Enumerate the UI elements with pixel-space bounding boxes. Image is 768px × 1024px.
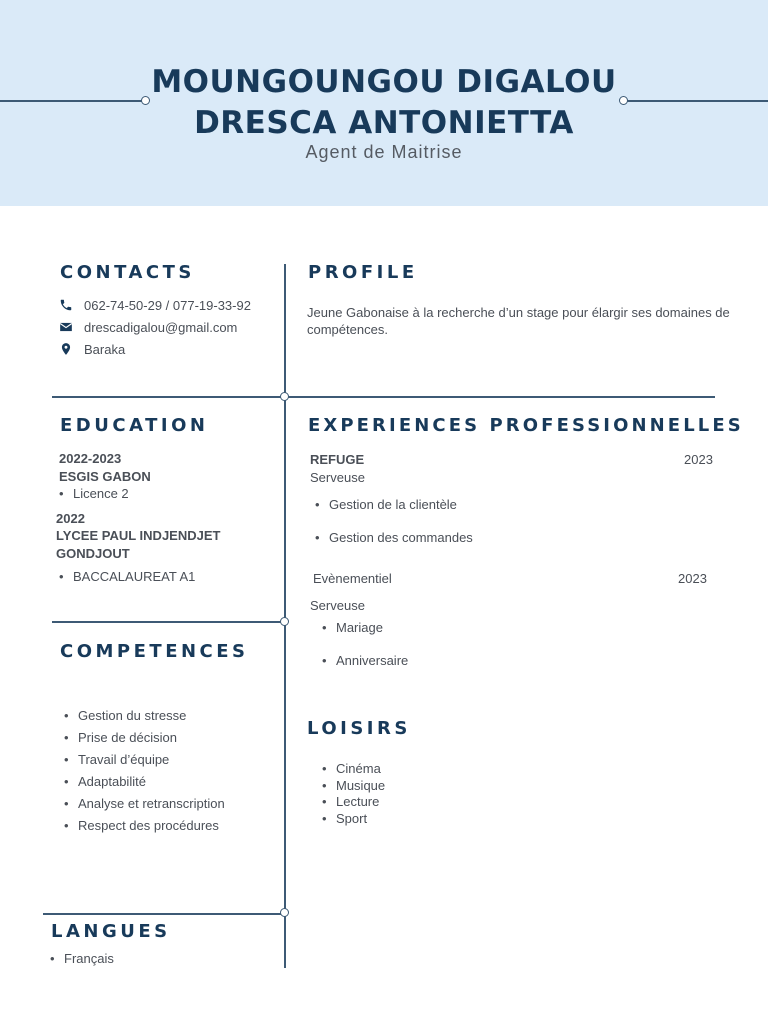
location-pin-icon (59, 342, 73, 356)
header-banner (0, 0, 768, 206)
education-heading (60, 415, 208, 436)
experience-task-2-2: • Anniversaire (322, 653, 408, 668)
experiences-heading-text: EXPERIENCES PROFESSIONNELLES (308, 415, 744, 436)
competence-item: • Prise de décision (64, 730, 177, 745)
contact-email: drescadigalou@gmail.com (84, 320, 238, 335)
profile-heading-text: PROFILE (308, 262, 418, 283)
header-divider-right (627, 100, 768, 102)
divider-education (52, 621, 284, 623)
divider-competences-dot (280, 908, 289, 917)
experience-position-2: Serveuse (310, 598, 365, 613)
loisir-item: • Musique (322, 778, 385, 793)
education-school-2-line-2: GONDJOUT (56, 546, 130, 561)
experience-task-2-1: • Mariage (322, 620, 383, 635)
contacts-heading-text: CONTACTS (60, 262, 195, 283)
loisir-item: • Cinéma (322, 761, 381, 776)
langues-heading (51, 921, 171, 942)
header-divider-right-dot (619, 96, 628, 105)
loisir-item: • Sport (322, 811, 367, 826)
education-heading-text: EDUCATION (60, 415, 209, 436)
education-school-1: ESGIS GABON (59, 469, 151, 484)
experience-year-2: 2023 (678, 571, 707, 586)
loisirs-heading (307, 718, 411, 739)
experience-year-1: 2023 (684, 452, 713, 467)
contact-location: Baraka (84, 342, 126, 357)
experiences-heading (308, 415, 744, 436)
experience-company-1: REFUGE (310, 452, 365, 467)
divider-competences (43, 913, 284, 915)
loisirs-heading-text: LOISIRS (307, 718, 411, 739)
divider-contacts (52, 396, 715, 398)
competence-item: • Travail d’équipe (64, 752, 169, 767)
divider-contacts-dot (280, 392, 289, 401)
profile-heading (308, 262, 418, 283)
divider-education-dot (280, 617, 289, 626)
competence-item: • Respect des procédures (64, 818, 219, 833)
education-detail-2: • BACCALAUREAT A1 (59, 569, 195, 584)
loisir-item: • Lecture (322, 794, 379, 809)
langue-item: • Français (50, 951, 114, 966)
header-divider-left (0, 100, 142, 102)
competences-heading (60, 641, 249, 662)
competences-heading-text: COMPETENCES (60, 641, 249, 662)
profile-text-line-2: compétences. (307, 322, 388, 337)
experience-position-1: Serveuse (310, 470, 365, 485)
phone-icon (59, 298, 73, 312)
education-years-2: 2022 (56, 511, 85, 526)
name-line-1: MOUNGOUNGOU DIGALOU (151, 64, 617, 100)
timeline-vertical (284, 264, 286, 968)
competence-item: • Gestion du stresse (64, 708, 186, 723)
experience-task-1-2: • Gestion des commandes (315, 530, 473, 545)
email-icon (59, 320, 73, 334)
contact-phone: 062-74-50-29 / 077-19-33-92 (84, 298, 251, 313)
header-divider-left-dot (141, 96, 150, 105)
competence-item: • Adaptabilité (64, 774, 146, 789)
education-years-1: 2022-2023 (59, 451, 122, 466)
full-name (0, 62, 768, 144)
education-school-2-line-1: LYCEE PAUL INDJENDJET (56, 528, 221, 543)
contacts-heading (60, 262, 195, 283)
langues-heading-text: LANGUES (51, 921, 171, 942)
education-detail-1: • Licence 2 (59, 486, 129, 501)
experience-company-2: Evènementiel (313, 571, 392, 586)
experience-task-1-1: • Gestion de la clientèle (315, 497, 457, 512)
job-title: Agent de Maitrise (305, 142, 463, 162)
name-line-2: DRESCA ANTONIETTA (194, 105, 574, 141)
competence-item: • Analyse et retranscription (64, 796, 225, 811)
profile-text-line-1: Jeune Gabonaise à la recherche d’un stage pour élargir ses domaines de (307, 305, 730, 320)
